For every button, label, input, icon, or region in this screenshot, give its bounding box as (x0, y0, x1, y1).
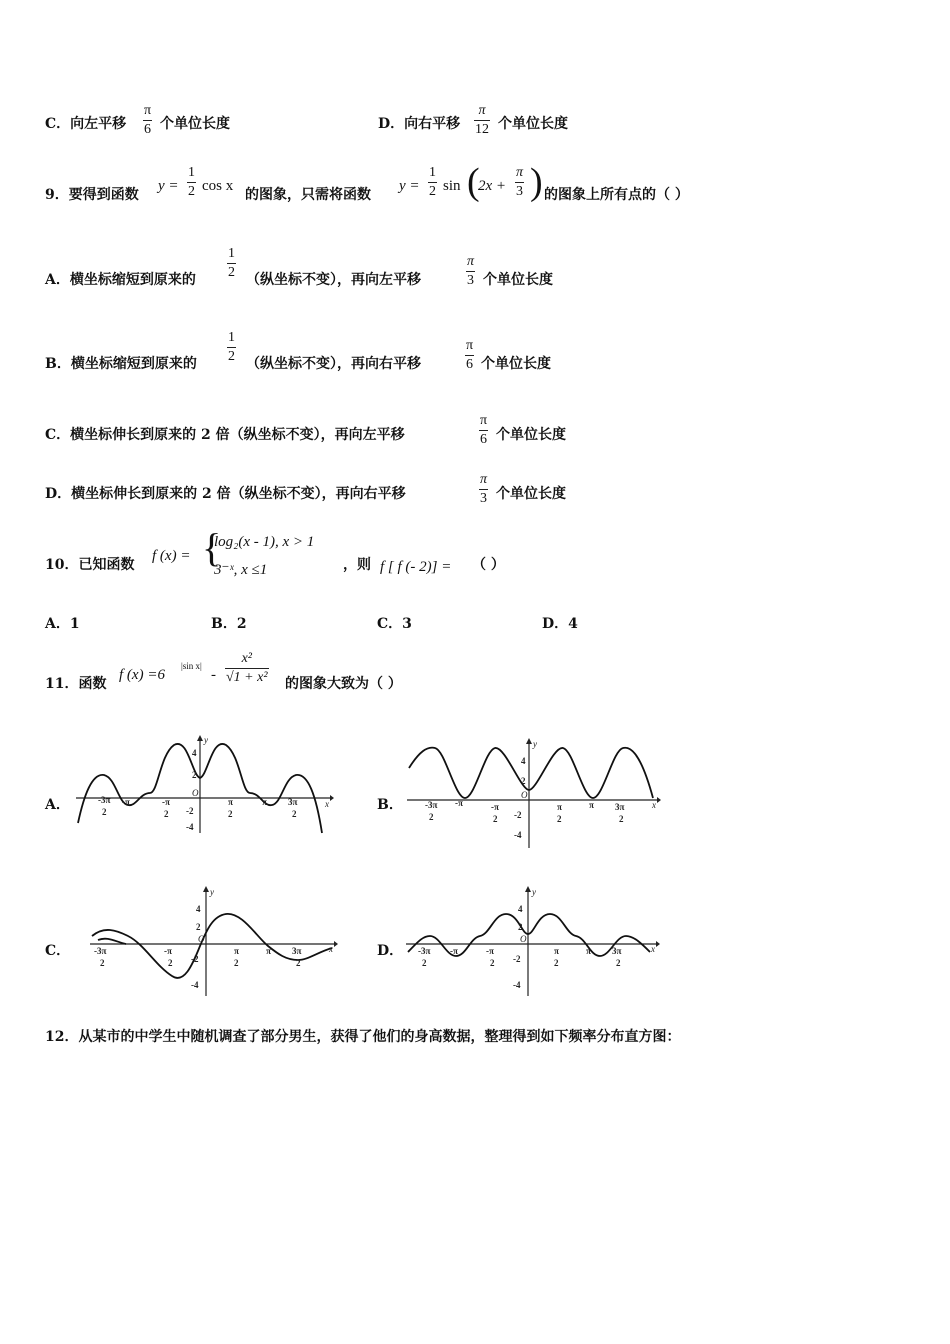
q11-graph-d[interactable] (404, 886, 660, 998)
y-axis-arrow (526, 738, 532, 744)
q9-suffix: 的图象上所有点的（ ） (544, 187, 689, 203)
y-label: y (210, 887, 214, 897)
q11-suffix: 的图象大致为（ ） (285, 676, 402, 692)
q10-option-d: D．4 (542, 616, 578, 632)
tick-neg-pi2-num: -π (486, 946, 494, 956)
tick-4: 4 (192, 748, 197, 758)
tick-pi2-den: 2 (557, 814, 562, 824)
tick-neg-pi2-num: -π (164, 946, 172, 956)
tick-pi: π (266, 946, 271, 956)
q9-func1-fraction: $\frac{1}{2}$ (188, 165, 195, 199)
origin-label: O (521, 790, 528, 800)
tick-neg-2: -2 (186, 806, 194, 816)
origin-label: O (192, 788, 199, 798)
q11-option-b-label[interactable]: B． (377, 797, 403, 813)
q11-fraction: $\frac{\text{x²}}{\text{√1 + x²}}$ (226, 651, 268, 685)
x-label: x (651, 944, 655, 954)
q10-prefix: 10．已知函数 (45, 557, 135, 573)
y-label: y (533, 739, 537, 749)
tick-neg-4: -4 (191, 980, 199, 990)
q10-brace: { (202, 525, 222, 570)
q11-option-a-label[interactable]: A． (45, 797, 70, 813)
q11-prefix: 11．函数 (45, 676, 107, 692)
tick-3pi-den: 2 (619, 814, 624, 824)
tick-2: 2 (521, 776, 526, 786)
q9-paren-right: ) (530, 161, 543, 203)
q10-case-2: 3⁻ˣ, x ≤1 (214, 562, 268, 578)
y-label: y (204, 735, 208, 745)
q10-paren: （ ） (472, 557, 505, 573)
tick-neg-3pi-num: -3π (98, 795, 111, 805)
q9-option-a-mid: （纵坐标不变），再向左平移 (246, 272, 421, 288)
tick-neg-3pi-num: -3π (418, 946, 431, 956)
tick-3pi-num: 3π (615, 802, 625, 812)
q8-option-c-suffix: 个单位长度 (160, 116, 230, 132)
origin-label: O (520, 934, 527, 944)
x-axis-arrow (334, 941, 338, 947)
q9-option-b-shift-fraction: $\frac{\pi}{6}$ (466, 338, 474, 372)
q9-func2-sin: sin (443, 178, 461, 194)
q9-func1-rhs: cos x (202, 178, 234, 194)
q10-option-b: B．2 (211, 616, 247, 632)
q10-then: ，则 (343, 557, 371, 573)
tick-neg-3pi-den: 2 (102, 807, 107, 817)
tick-pi: π (262, 797, 267, 807)
q8-option-d-label: D．向右平移 (378, 116, 461, 132)
tick-neg-2: -2 (191, 954, 199, 964)
q9-option-b-mid: （纵坐标不变），再向右平移 (246, 356, 421, 372)
tick-pi: π (589, 800, 594, 810)
q9-option-a-post: 个单位长度 (483, 272, 553, 288)
tick-neg-3pi-den: 2 (100, 958, 105, 968)
q11-graph-a[interactable] (72, 735, 334, 835)
tick-neg-pi2-den: 2 (168, 958, 173, 968)
tick-pi2-num: π (228, 797, 233, 807)
tick-2: 2 (192, 770, 197, 780)
q11-option-d-label[interactable]: D． (377, 943, 404, 959)
q11-minus: - (211, 667, 216, 683)
curve (409, 748, 653, 798)
q9-mid-text: 的图象，只需将函数 (245, 187, 371, 203)
tick-pi2-num: π (554, 946, 559, 956)
q9-paren-left: ( (467, 161, 480, 203)
tick-neg-4: -4 (186, 822, 194, 832)
tick-pi: π (586, 946, 591, 956)
origin-label: O (198, 934, 205, 944)
tick-3pi-num: 3π (288, 797, 298, 807)
q9-option-c-pre: C．横坐标伸长到原来的 2 倍（纵坐标不变），再向左平移 (45, 427, 405, 443)
q9-prefix: 9．要得到函数 (45, 187, 139, 203)
q8-option-c-fraction: $\frac{\pi}{6}$ (144, 103, 152, 137)
q12-text: 12．从某市的中学生中随机调查了部分男生，获得了他们的身高数据，整理得到如下频率分布直方图： (45, 1029, 681, 1045)
tick-pi2-den: 2 (554, 958, 559, 968)
y-label: y (532, 887, 536, 897)
x-label: x (652, 800, 656, 810)
q11-fx: f (x) =6 (119, 667, 165, 683)
q9-option-a-pre: A．横坐标缩短到原来的 (45, 272, 196, 288)
tick-3pi-den: 2 (616, 958, 621, 968)
q9-func2-lhs: y = (399, 178, 420, 194)
tick-neg-pi: -π (122, 797, 130, 807)
x-axis-arrow (657, 797, 661, 803)
q9-option-d-shift-fraction: $\frac{\pi}{3}$ (480, 472, 488, 506)
q10-ask: f [ f (- 2)] = (380, 559, 452, 575)
q10-option-c: C．3 (377, 616, 412, 632)
x-axis-arrow (330, 795, 334, 801)
tick-3pi-num: 3π (292, 946, 302, 956)
q9-func1-lhs: y = (158, 178, 179, 194)
tick-neg-pi2-num: -π (491, 802, 499, 812)
q9-option-a-shift-fraction: $\frac{\pi}{3}$ (467, 254, 475, 288)
tick-neg-pi2-den: 2 (164, 809, 169, 819)
q10-case-1: log₂(x - 1), x > 1 (214, 534, 315, 550)
tick-neg-4: -4 (513, 980, 521, 990)
q9-option-b-scale-fraction: $\frac{1}{2}$ (228, 330, 235, 364)
tick-neg-pi: -π (450, 946, 458, 956)
q11-graph-c[interactable] (88, 886, 338, 998)
y-axis-arrow (203, 886, 209, 892)
q9-option-b-pre: B．横坐标缩短到原来的 (45, 356, 197, 372)
tick-pi2-den: 2 (234, 958, 239, 968)
q9-option-c-post: 个单位长度 (496, 427, 566, 443)
q11-graph-b[interactable] (405, 738, 661, 850)
tick-4: 4 (521, 756, 526, 766)
y-axis-arrow (525, 886, 531, 892)
tick-neg-2: -2 (514, 810, 522, 820)
tick-3pi-num: 3π (612, 946, 622, 956)
tick-neg-3pi-den: 2 (429, 812, 434, 822)
q9-option-d-pre: D．横坐标伸长到原来的 2 倍（纵坐标不变），再向右平移 (45, 486, 406, 502)
tick-neg-4: -4 (514, 830, 522, 840)
q10-option-a: A．1 (45, 616, 80, 632)
tick-neg-pi2-den: 2 (490, 958, 495, 968)
q11-exponent: |sin x| (181, 661, 202, 671)
tick-2: 2 (196, 922, 201, 932)
x-axis-arrow (656, 941, 660, 947)
tick-4: 4 (518, 904, 523, 914)
q9-option-b-post: 个单位长度 (481, 356, 551, 372)
tick-neg-3pi-den: 2 (422, 958, 427, 968)
tick-neg-pi: -π (455, 798, 463, 808)
q10-fx: f (x) = (152, 548, 191, 564)
tick-neg-3pi-num: -3π (94, 946, 107, 956)
tick-neg-pi2-den: 2 (493, 814, 498, 824)
q8-option-d-fraction: $\frac{\pi}{12}$ (475, 103, 489, 137)
q11-option-c-label[interactable]: C． (45, 943, 71, 959)
q9-func2-pi-fraction: $\frac{\pi}{3}$ (516, 165, 524, 199)
x-label: x (329, 944, 333, 954)
tick-2: 2 (518, 922, 523, 932)
tick-neg-2: -2 (513, 954, 521, 964)
x-label: x (325, 799, 329, 809)
curve-secondary (98, 939, 126, 944)
q9-func2-inner: 2x + (478, 178, 507, 194)
tick-neg-pi2-num: -π (162, 797, 170, 807)
tick-pi2-den: 2 (228, 809, 233, 819)
tick-pi2-num: π (557, 802, 562, 812)
tick-4: 4 (196, 904, 201, 914)
y-axis-arrow (197, 735, 203, 741)
q9-option-d-post: 个单位长度 (496, 486, 566, 502)
q9-func2-fraction: $\frac{1}{2}$ (429, 165, 436, 199)
q9-option-c-shift-fraction: $\frac{\pi}{6}$ (480, 413, 488, 447)
tick-pi2-num: π (234, 946, 239, 956)
q9-option-a-scale-fraction: $\frac{1}{2}$ (228, 246, 235, 280)
tick-3pi-den: 2 (296, 958, 301, 968)
q8-option-c-label: C．向左平移 (45, 116, 127, 132)
q8-option-d-suffix: 个单位长度 (498, 116, 568, 132)
tick-neg-3pi-num: -3π (425, 800, 438, 810)
tick-3pi-den: 2 (292, 809, 297, 819)
